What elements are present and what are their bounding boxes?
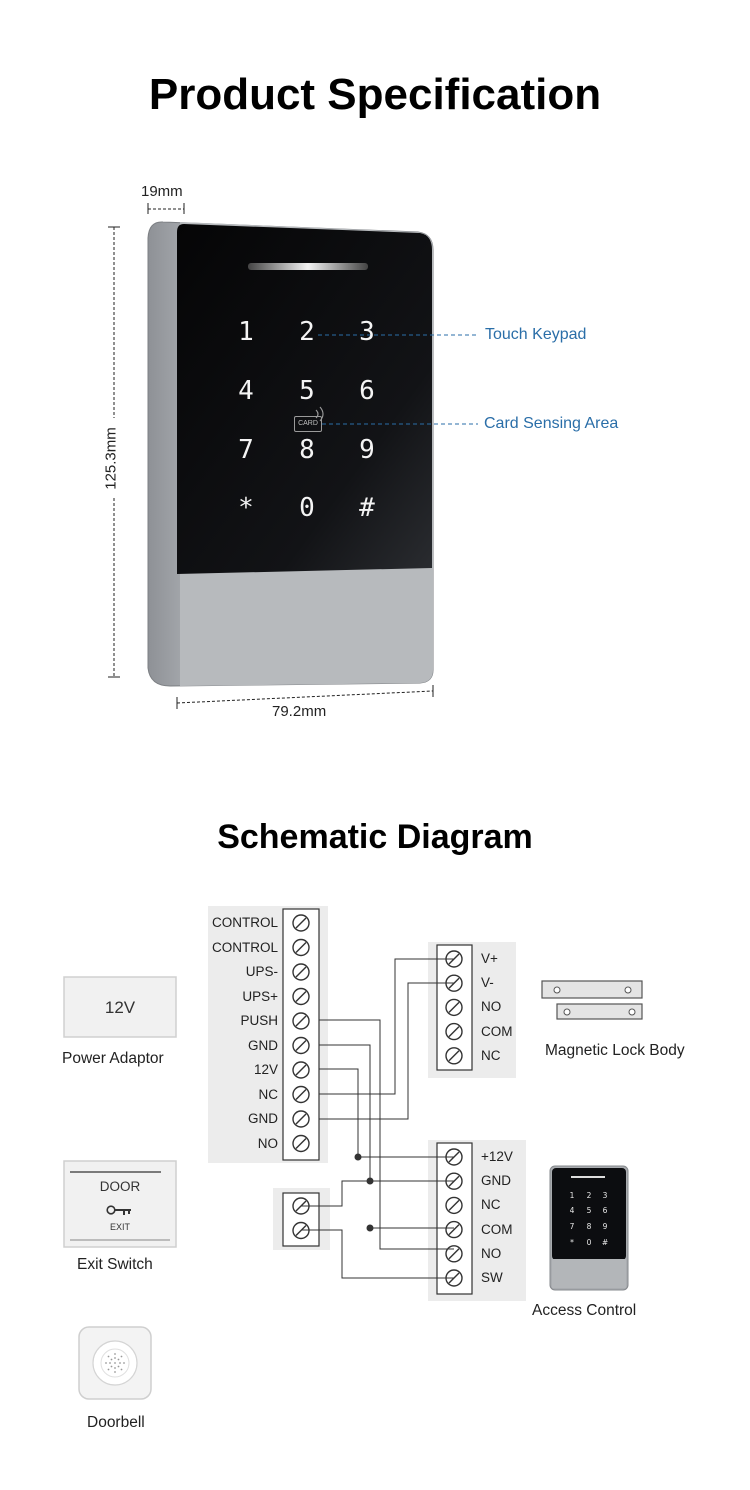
speaker-hole [111,1359,113,1361]
dimension-height: 125.3mm [102,427,120,490]
keypad-key[interactable]: 3 [359,317,375,347]
terminal-label: GND [248,1111,278,1126]
card-badge-label: CARD [298,420,318,427]
keypad-key[interactable]: 5 [299,376,315,406]
callout-card-sensing-area: Card Sensing Area [484,415,619,432]
exit-switch-door-text: DOOR [99,1179,141,1194]
doorbell-device [79,1327,151,1399]
exit-switch-box [64,1161,176,1247]
terminal-label: V+ [481,951,498,966]
terminal-label: NC [481,1197,501,1213]
speaker-hole [114,1353,116,1355]
speaker-hole [108,1369,110,1371]
access-control-label: Access Control [532,1302,637,1319]
speaker-hole [108,1356,110,1358]
speaker-hole [111,1366,113,1368]
power-adaptor-label: Power Adaptor [62,1050,164,1067]
speaker-hole [123,1362,125,1364]
mini-keypad-key: 4 [569,1206,575,1215]
exit-switch-label: Exit Switch [77,1256,153,1273]
card-sensing-area[interactable] [294,416,322,432]
mini-keypad-key: 7 [569,1222,575,1231]
mini-keypad-key: 0 [586,1238,592,1247]
keypad-key[interactable]: 4 [238,376,254,406]
terminal-label: COM [481,1023,513,1039]
speaker-hole [114,1371,116,1373]
magnetic-lock-label: Magnetic Lock Body [545,1042,685,1059]
speaker-hole [114,1362,116,1364]
terminal-label: NO [257,1135,278,1151]
doorbell-label: Doorbell [87,1414,145,1431]
speaker-hole [105,1362,107,1364]
terminal-label: GND [248,1037,278,1053]
terminal-label: GND [481,1173,511,1189]
speaker-hole [109,1362,111,1364]
keypad-key[interactable]: 9 [359,435,375,465]
keypad-key[interactable]: 2 [299,317,315,347]
dimension-width: 79.2mm [272,703,327,720]
terminal-label: +12V [481,1149,513,1164]
keypad-key[interactable]: * [238,493,254,523]
exit-switch-exit-text: EXIT [109,1222,130,1232]
speaker-hole [118,1366,120,1368]
mini-keypad-key: 9 [602,1222,608,1231]
speaker-hole [118,1359,120,1361]
terminal-label: CONTROL [211,915,278,930]
terminal-label: SW [481,1270,503,1285]
mini-keypad-key: # [601,1238,609,1247]
mini-keypad-key: 8 [586,1222,592,1231]
speaker-hole [121,1369,123,1371]
terminal-label: PUSH [240,1013,278,1028]
section-title-schematic: Schematic Diagram [217,818,533,856]
terminal-label: NC [481,1047,501,1063]
mini-keypad-key: 3 [602,1191,608,1200]
speaker-hole [114,1367,116,1369]
speaker-hole [114,1357,116,1359]
callout-touch-keypad: Touch Keypad [485,326,587,343]
keypad-key[interactable]: # [359,493,375,523]
mini-keypad-key: 2 [586,1191,592,1200]
terminal-label: CONTROL [211,939,278,955]
terminal-label: NC [258,1086,278,1102]
keypad-key[interactable]: 0 [299,493,315,523]
terminal-label: UPS+ [242,988,278,1004]
page-title: Product Specification [148,70,602,119]
keypad-key[interactable]: 6 [359,376,375,406]
junction-dots [355,1154,374,1232]
magnetic-lock-drawing [542,981,642,1019]
terminal-label: V- [481,975,494,991]
terminal-label: UPS- [245,964,278,979]
terminal-label: 12V [253,1062,278,1077]
mini-keypad-key: * [570,1238,574,1247]
keypad-key[interactable]: 8 [299,435,315,465]
keypad-key[interactable]: 7 [238,435,254,465]
terminal-label: NO [481,999,502,1015]
mini-keypad-key: 1 [569,1191,575,1200]
mini-keypad-key: 6 [602,1206,608,1215]
terminal-label: NO [481,1245,502,1261]
dimension-depth: 19mm [141,183,183,200]
access-control-device [550,1166,628,1290]
mini-keypad-key: 5 [586,1206,592,1215]
speaker-hole [119,1362,121,1364]
keypad-key[interactable]: 1 [238,317,254,347]
speaker-hole [121,1356,123,1358]
device-drawing [108,203,433,709]
power-adaptor-badge: 12V [104,998,136,1017]
terminal-label: COM [481,1221,513,1237]
